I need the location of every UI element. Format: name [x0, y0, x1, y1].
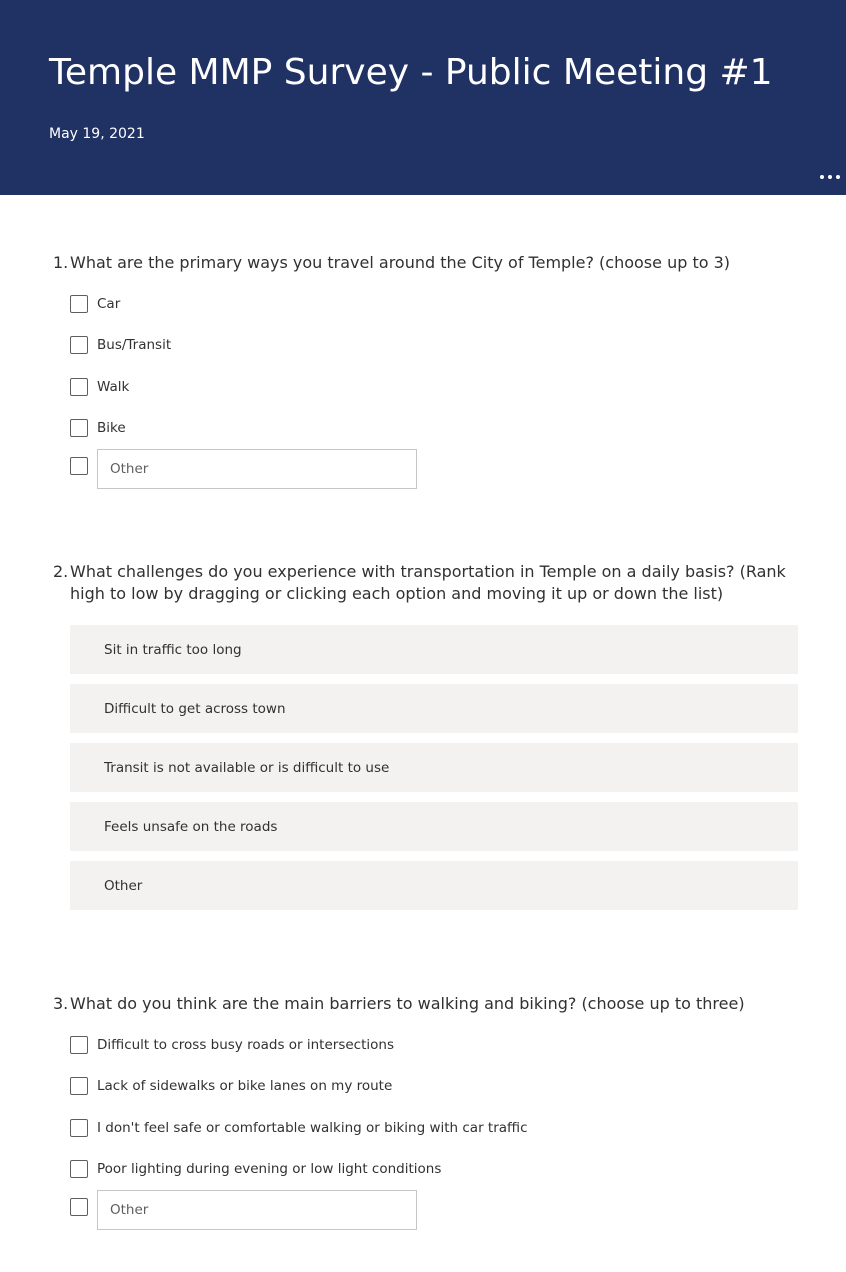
checkbox[interactable]	[70, 295, 88, 313]
question-text: What challenges do you experience with transportation in Temple on a daily basis? (Rank high to low by dragging or clicking each option and moving it up or down the list)	[70, 562, 786, 603]
option-label: Difficult to cross busy roads or intersections	[97, 1037, 394, 1053]
form-date: May 19, 2021	[49, 126, 145, 142]
checkbox[interactable]	[70, 1119, 88, 1137]
more-icon[interactable]	[820, 170, 840, 184]
question-2	[53, 561, 813, 605]
checkbox-option-sidewalks[interactable]	[70, 1076, 392, 1096]
more-dot	[820, 175, 824, 179]
checkbox-option-cross-roads[interactable]	[70, 1035, 394, 1055]
checkbox-option-safety[interactable]	[70, 1118, 528, 1138]
checkbox-option-lighting[interactable]	[70, 1159, 441, 1179]
checkbox[interactable]	[70, 1036, 88, 1054]
option-label: Lack of sidewalks or bike lanes on my route	[97, 1078, 393, 1094]
option-label: Walk	[97, 379, 130, 395]
other-option	[70, 449, 417, 489]
other-option	[70, 1190, 417, 1230]
checkbox[interactable]	[70, 336, 88, 354]
other-input[interactable]	[97, 449, 417, 489]
checkbox[interactable]	[70, 1077, 88, 1095]
question-text: What are the primary ways you travel around the City of Temple? (choose up to 3)	[70, 253, 731, 272]
checkbox[interactable]	[70, 1198, 88, 1216]
more-dot	[828, 175, 832, 179]
question-2-title	[53, 561, 813, 605]
checkbox-option-walk[interactable]	[70, 377, 129, 397]
question-3	[53, 993, 813, 1177]
checkbox[interactable]	[70, 457, 88, 475]
question-text: What do you think are the main barriers to walking and biking? (choose up to three)	[70, 994, 745, 1013]
rank-option[interactable]: Transit is not available or is difficult to use	[70, 743, 798, 792]
rank-option[interactable]: Other	[70, 861, 798, 910]
option-label: Poor lighting during evening or low light conditions	[97, 1161, 442, 1177]
checkbox-option-bike[interactable]	[70, 418, 126, 438]
question-1-title	[53, 252, 813, 274]
checkbox-option-car[interactable]	[70, 294, 120, 314]
option-label: Bike	[97, 420, 126, 436]
other-input[interactable]	[97, 1190, 417, 1230]
rank-option[interactable]: Difficult to get across town	[70, 684, 798, 733]
form-title: Temple MMP Survey - Public Meeting #1	[49, 52, 773, 93]
form-header	[0, 0, 846, 195]
option-label: Bus/Transit	[97, 337, 172, 353]
question-3-title	[53, 993, 813, 1015]
rank-option[interactable]: Sit in traffic too long	[70, 625, 798, 674]
checkbox[interactable]	[70, 419, 88, 437]
question-number: 1.	[53, 253, 69, 272]
checkbox-option-bus-transit[interactable]	[70, 335, 171, 355]
question-number: 3.	[53, 994, 69, 1013]
option-label: I don't feel safe or comfortable walking or biking with car traffic	[97, 1120, 528, 1136]
rank-option[interactable]: Feels unsafe on the roads	[70, 802, 798, 851]
option-label: Car	[97, 296, 121, 312]
checkbox[interactable]	[70, 1160, 88, 1178]
checkbox[interactable]	[70, 378, 88, 396]
question-1	[53, 252, 813, 436]
question-number: 2.	[53, 562, 69, 581]
more-dot	[836, 175, 840, 179]
